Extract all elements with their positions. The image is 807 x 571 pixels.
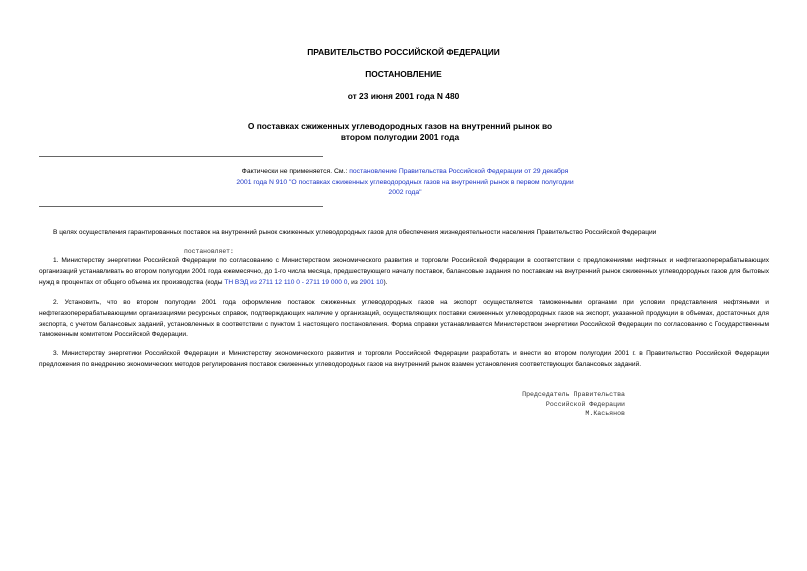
document-type: ПОСТАНОВЛЕНИЕ: [365, 69, 442, 79]
resolves-label: постановляет:: [184, 248, 234, 255]
signature-block: [460, 390, 625, 419]
tn-ved-code-link[interactable]: ТН ВЭД из 2711 12 110 0 - 2711 19 000 0: [224, 278, 348, 286]
paragraph-1-end: ).: [383, 278, 388, 286]
paragraph-1-text: 1. Министерству энергетики Российской Федерации по согласованию с Министерством экономического развития и торговли Российской Федерации в соответствии с предложениями нефтяных и нефтегазоперерабатывающих организаций устанавливать во втором полугодии 2001 года ежемесячно, до 1-го числа месяца, предшествующего началу поставок, балансовые задания по поставкам на внутренний рынок сжиженных углеводородных газов для бытовых нужд в процентах от общего объема их производства (коды: [39, 257, 769, 286]
bottom-divider: [39, 206, 323, 207]
status-note: [235, 167, 575, 199]
paragraph-3: 3. Министерству энергетики Российской Федерации и Министерству экономического развития и торговли Российской Федерации разработать и внести во втором полугодии 2001 г. в Правительство Российской Федерации предложения по внедрению экономических методов регулирования поставок сжиженных углеводородных газов на внутренний рынок взамен установления соответствующих балансовых заданий.: [39, 350, 769, 368]
government-header: ПРАВИТЕЛЬСТВО РОССИЙСКОЙ ФЕДЕРАЦИИ: [307, 47, 500, 57]
signature-government: Российской Федерации: [545, 400, 625, 408]
signature-position: Председатель Правительства: [522, 391, 625, 398]
code-2901-link[interactable]: 2901 10: [359, 278, 384, 286]
document-title-line-2: втором полугодии 2001 года: [340, 132, 460, 142]
paragraph-2: 2. Установить, что во втором полугодии 2001 года оформление поставок сжиженных углеводородных газов на экспорт осуществляется таможенными органами при условии представления нефтяными и нефтегазоперерабатывающими организациями ресурсных справок, подтверждающих наличие у организаций, осуществляющих поставки сжиженных углеводородных газов на экспорт, указанной продукции в объемах, достаточных для экспорта, с учетом балансовых заданий, установленных в соответствии с пунктом 1 настоящего постановления. Форма справки устанавливается Министерством энергетики Российской Федерации по согласованию с Государственным таможенным комитетом Российской Федерации.: [39, 299, 769, 339]
top-divider: [39, 156, 323, 157]
document-date-number: от 23 июня 2001 года N 480: [347, 91, 460, 101]
document-title: [220, 121, 580, 143]
document-title-line-1: О поставках сжиженных углеводородных газов на внутренний рынок во: [247, 121, 553, 131]
paragraph-1: [39, 256, 769, 288]
signature-name: М.Касьянов: [585, 410, 625, 417]
preamble-paragraph: В целях осуществления гарантированных поставок на внутренний рынок сжиженных углеводородных газов для обеспечения жизнедеятельности населения Правительство Российской Федерации: [53, 229, 657, 236]
paragraph-1-mid: , из: [347, 278, 360, 286]
referenced-decree-link[interactable]: постановление Правительства Российской Федерации от 29 декабря 2001 года N 910 "О поставках сжиженных углеводородных газов на внутренний рынок в первом полугодии 2002 года": [236, 168, 574, 196]
status-note-prefix: Фактически не применяется. См.:: [241, 168, 350, 175]
